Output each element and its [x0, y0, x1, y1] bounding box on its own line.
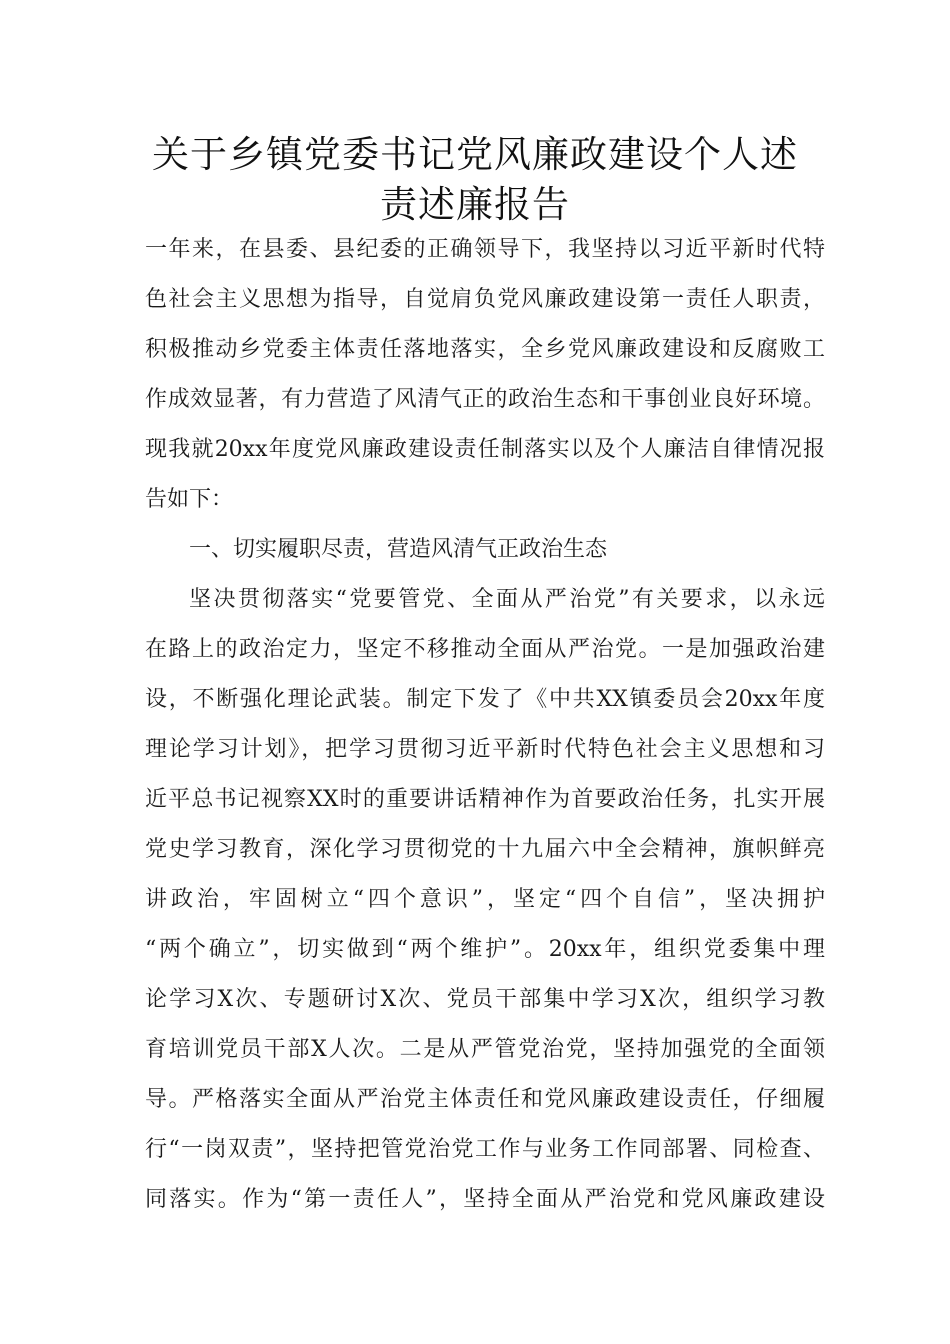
section-heading: 一、切实履职尽责，营造风清气正政治生态: [189, 537, 608, 562]
body-text-line: 党史学习教育，深化学习贯彻党的十九届六中全会精神，旗帜鲜亮: [145, 837, 825, 862]
body-text-line: 导。严格落实全面从严治党主体责任和党风廉政建设责任，仔细履: [145, 1087, 825, 1112]
document-title-line-1: 关于乡镇党委书记党风廉政建设个人述: [152, 133, 798, 176]
body-text-line: 积极推动乡党委主体责任落地落实，全乡党风廉政建设和反腐败工: [145, 337, 825, 362]
body-text-line: 理论学习计划》，把学习贯彻习近平新时代特色社会主义思想和习: [145, 737, 825, 762]
body-text-line: 告如下：: [145, 487, 234, 512]
body-text-line: 讲政治，牢固树立“四个意识”，坚定“四个自信”，坚决拥护: [145, 887, 825, 912]
body-text-line: 现我就20xx年度党风廉政建设责任制落实以及个人廉洁自律情况报: [145, 437, 825, 462]
body-text-line: 设，不断强化理论武装。制定下发了《中共XX镇委员会20xx年度: [145, 687, 825, 712]
body-text-line: 一年来，在县委、县纪委的正确领导下，我坚持以习近平新时代特: [145, 237, 825, 262]
body-text-line: 同落实。作为“第一责任人”，坚持全面从严治党和党风廉政建设: [145, 1187, 825, 1212]
body-text-line: 坚决贯彻落实“党要管党、全面从严治党”有关要求，以永远: [189, 587, 825, 612]
body-text-line: 论学习X次、专题研讨X次、党员干部集中学习X次，组织学习教: [145, 987, 825, 1012]
body-text-line: 色社会主义思想为指导，自觉肩负党风廉政建设第一责任人职责，: [145, 287, 825, 312]
body-text-line: “两个确立”，切实做到“两个维护”。20xx年，组织党委集中理: [145, 937, 825, 962]
body-text-line: 近平总书记视察XX时的重要讲话精神作为首要政治任务，扎实开展: [145, 787, 825, 812]
body-text-line: 在路上的政治定力，坚定不移推动全面从严治党。一是加强政治建: [145, 637, 825, 662]
body-text-line: 行“一岗双责”，坚持把管党治党工作与业务工作同部署、同检查、: [145, 1137, 825, 1162]
body-text-line: 育培训党员干部X人次。二是从严管党治党，坚持加强党的全面领: [145, 1037, 825, 1062]
document-title-line-2: 责述廉报告: [380, 183, 570, 226]
body-text-line: 作成效显著，有力营造了风清气正的政治生态和干事创业良好环境。: [145, 387, 825, 412]
